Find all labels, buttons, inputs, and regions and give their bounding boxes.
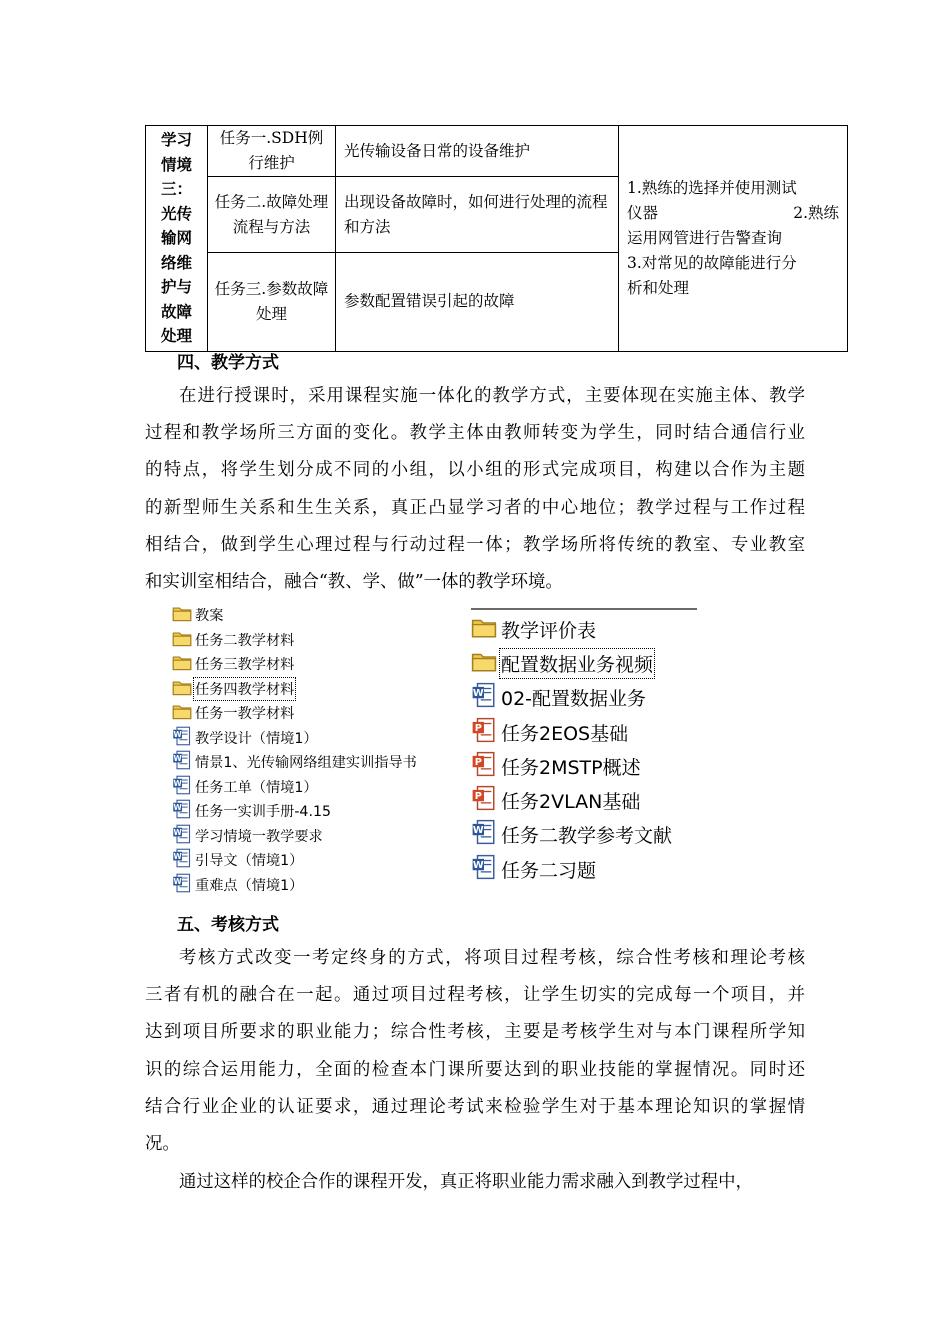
situation-cell	[146, 126, 208, 352]
powerpoint-document-icon	[471, 785, 497, 816]
paragraph-line: 达到项目所要求的职业能力；综合性考核，主要是考核学生对与本门课程所学知	[145, 1022, 805, 1043]
goals-cell	[619, 126, 848, 352]
paragraph-line: 过程和教学场所三方面的变化。教学主体由教师转变为学生，同时结合通信行业	[145, 423, 805, 444]
paragraph-line: 的特点，将学生划分成不同的小组，以小组的形式完成项目，构建以合作为主题	[145, 460, 805, 481]
file-name: 教学设计（情境1）	[195, 730, 318, 747]
svg-text:P: P	[474, 722, 482, 734]
svg-text:P: P	[474, 791, 482, 803]
paragraph-line: 考核方式改变一考定终身的方式，将项目过程考核，综合性考核和理论考核	[179, 948, 805, 968]
word-document-icon	[471, 819, 497, 850]
paragraph-line: 在进行授课时，采用课程实施一体化的教学方式，主要体现在实施主体、教学	[179, 386, 805, 406]
situation-char: 光传	[160, 204, 192, 223]
svg-text:W: W	[173, 778, 182, 788]
paragraph-line: 的新型师生关系和生生关系，真正凸显学习者的中心地位；教学过程与工作过程	[145, 497, 805, 518]
paragraph-line: 结合行业企业的认证要求，通过理论考试来检验学生对于基本理论知识的掌握情	[145, 1096, 805, 1117]
file-name: 任务一教学材料	[195, 706, 295, 723]
goal-text: 仪器	[627, 203, 659, 222]
file-item[interactable]	[471, 646, 697, 680]
file-item[interactable]	[172, 848, 462, 873]
section-5-paragraph	[145, 940, 805, 1163]
file-item[interactable]	[471, 749, 697, 783]
task-1-name: 任务一.SDH例行维护	[208, 126, 336, 177]
goal-line	[627, 201, 839, 226]
paragraph-line: 通过这样的校企合作的课程开发，真正将职业能力需求融入到教学过程中，	[179, 1172, 753, 1192]
file-item[interactable]	[471, 612, 697, 646]
file-name: 任务2EOS基础	[501, 722, 629, 745]
paragraph-line: 识的综合运用能力，全面的检查本门课所要达到的职业技能的掌握情况。同时还	[145, 1059, 805, 1080]
file-item[interactable]	[172, 628, 462, 653]
section-4-paragraph	[145, 378, 805, 601]
file-list-left	[172, 603, 462, 897]
paragraph-line: 相结合，做到学生心理过程与行动过程一体；教学场所将传统的教室、专业教室	[145, 534, 805, 555]
file-name: 任务2VLAN基础	[501, 791, 641, 814]
file-item[interactable]	[471, 783, 697, 817]
section-5-heading: 五、考核方式	[177, 915, 279, 935]
file-item[interactable]	[471, 852, 697, 886]
paragraph-line: 和实训室相结合，融合“教、学、做”一体的教学环境。	[145, 572, 563, 593]
file-name: 配置数据业务视频	[501, 650, 653, 677]
svg-text:W: W	[173, 754, 182, 763]
file-item[interactable]	[172, 652, 462, 677]
file-item[interactable]	[172, 873, 462, 898]
folder-icon	[172, 628, 192, 652]
situation-char: 处理	[160, 327, 192, 345]
goal-line: 1.熟练的选择并使用测试	[627, 178, 797, 197]
file-item[interactable]	[471, 681, 697, 715]
folder-icon	[471, 614, 497, 645]
svg-text:W: W	[173, 729, 182, 739]
situation-char: 三：	[160, 180, 192, 198]
file-name: 02-配置数据业务	[501, 688, 647, 711]
situation-char: 护与	[160, 278, 192, 296]
folder-icon	[172, 701, 192, 725]
file-item[interactable]	[172, 677, 462, 702]
file-item[interactable]	[172, 775, 462, 800]
powerpoint-document-icon	[471, 751, 497, 782]
goal-text: 2.熟练	[793, 203, 839, 222]
word-document-icon	[172, 848, 192, 872]
goal-line: 运用网管进行告警查询	[627, 228, 783, 247]
task-2-name: 任务二.故障处理流程与方法	[208, 177, 336, 253]
file-name: 任务二教学材料	[195, 632, 295, 649]
folder-icon	[172, 652, 192, 676]
file-name: 学习情境一教学要求	[195, 828, 323, 845]
file-name: 任务工单（情境1）	[195, 779, 318, 796]
word-document-icon	[471, 854, 497, 885]
file-name: 重难点（情境1）	[195, 877, 304, 894]
file-name: 教学评价表	[501, 619, 597, 642]
situation-char: 络维	[160, 253, 192, 272]
goal-line: 析和处理	[627, 278, 690, 297]
task-1-desc: 光传输设备日常的设备维护	[336, 126, 619, 177]
svg-text:W: W	[173, 827, 182, 837]
svg-text:W: W	[472, 859, 484, 871]
goal-line: 3.对常见的故障能进行分	[627, 253, 797, 272]
folder-icon	[172, 603, 192, 627]
course-table	[145, 125, 848, 352]
svg-text:W: W	[173, 803, 182, 812]
file-item[interactable]	[172, 824, 462, 849]
word-document-icon	[471, 682, 497, 713]
word-document-icon	[172, 775, 192, 799]
folder-icon	[172, 677, 192, 701]
svg-text:W: W	[173, 876, 182, 886]
file-name: 教案	[195, 608, 224, 625]
file-item[interactable]	[172, 701, 462, 726]
file-item[interactable]	[471, 715, 697, 749]
task-2-desc: 出现设备故障时，如何进行处理的流程和方法	[336, 177, 619, 253]
section-4-heading: 四、教学方式	[177, 353, 279, 373]
section-5-closing-paragraph	[145, 1164, 805, 1201]
file-name: 任务二习题	[501, 859, 597, 882]
word-document-icon	[172, 799, 192, 823]
file-name: 引导文（情境1）	[195, 853, 304, 870]
folder-icon	[471, 648, 497, 679]
file-item[interactable]	[471, 818, 697, 852]
word-document-icon	[172, 824, 192, 848]
file-name: 情景1、光传输网络组建实训指导书	[195, 755, 417, 772]
word-document-icon	[172, 750, 192, 774]
svg-text:P: P	[474, 756, 482, 768]
situation-char: 故障	[160, 302, 192, 321]
svg-text:W: W	[472, 688, 484, 700]
file-item[interactable]	[172, 750, 462, 775]
file-name: 任务一实训手册-4.15	[195, 804, 332, 821]
paragraph-line: 三者有机的融合在一起。通过项目过程考核，让学生切实的完成每一个项目，并	[145, 985, 805, 1006]
file-name: 任务2MSTP概述	[501, 756, 641, 779]
task-3-name: 任务三.参数故障处理	[208, 253, 336, 351]
situation-char: 输网	[160, 229, 192, 247]
file-list-right	[471, 608, 697, 886]
powerpoint-document-icon	[471, 717, 497, 748]
task-3-desc: 参数配置错误引起的故障	[336, 253, 619, 351]
situation-char: 情境	[160, 155, 192, 174]
paragraph-line: 况。	[145, 1134, 180, 1155]
word-document-icon	[172, 726, 192, 750]
file-name: 任务四教学材料	[195, 679, 294, 699]
word-document-icon	[172, 873, 192, 897]
file-name: 任务二教学参考文献	[501, 825, 673, 848]
file-name: 任务三教学材料	[195, 657, 295, 674]
situation-char: 学习	[160, 131, 192, 149]
file-item[interactable]	[172, 799, 462, 824]
svg-text:W: W	[472, 825, 484, 837]
file-item[interactable]	[172, 726, 462, 751]
file-item[interactable]	[172, 603, 462, 628]
svg-text:W: W	[173, 852, 182, 861]
